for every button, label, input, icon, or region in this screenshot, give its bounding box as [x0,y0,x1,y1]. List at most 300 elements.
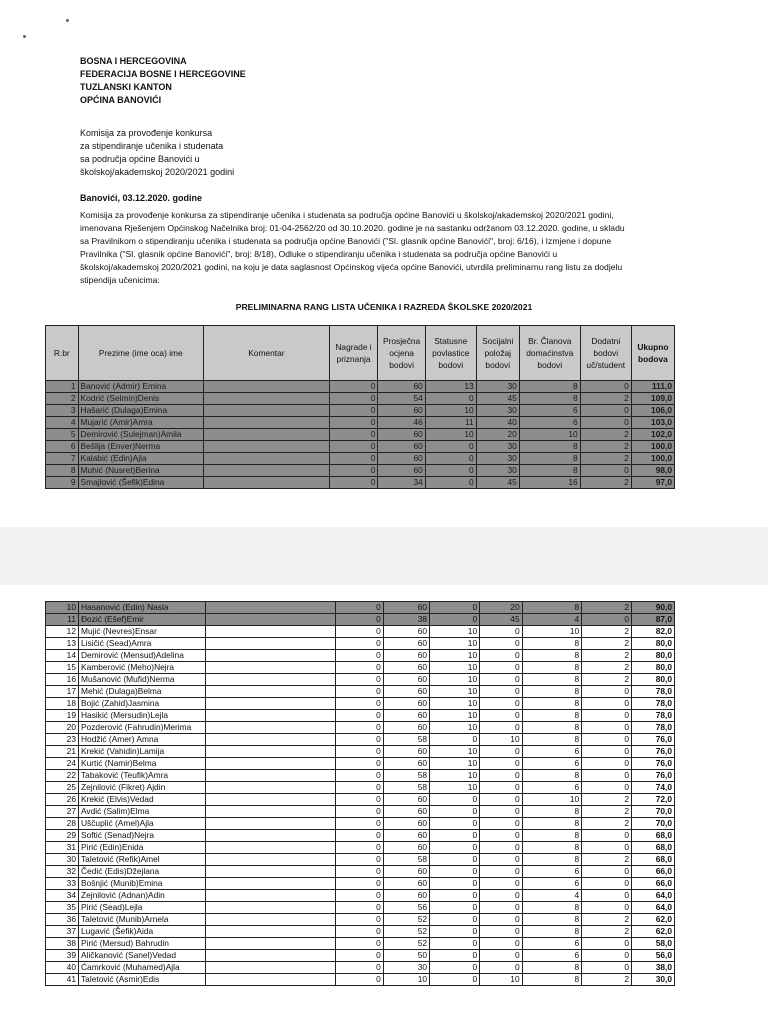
cell-name: Demirović (Sulejman)Amila [78,429,204,441]
cell-awards: 0 [335,626,383,638]
cell-social: 0 [480,626,523,638]
cell-members: 10 [519,429,580,441]
cell-comment [206,758,335,770]
table-row [46,429,675,441]
cell-awards: 0 [329,381,378,393]
cell-awards: 0 [335,746,383,758]
cell-comment [204,405,330,417]
cell-total: 76,0 [632,734,675,746]
cell-rbr: 22 [46,770,79,782]
cell-name: Muhić (Nusret)Berina [78,465,204,477]
table-row [46,710,675,722]
cell-extra: 0 [582,962,632,974]
cell-total: 78,0 [632,698,675,710]
cell-extra: 0 [582,710,632,722]
cell-name: Ćamrković (Muhamed)Ajla [79,962,206,974]
cell-social: 20 [480,602,523,614]
cell-social: 0 [480,818,523,830]
cell-extra: 2 [582,602,632,614]
cell-grade: 60 [383,722,429,734]
cell-members: 6 [519,405,580,417]
cell-social: 0 [480,638,523,650]
cell-total: 97,0 [631,477,674,489]
cell-status: 10 [430,674,480,686]
cell-awards: 0 [335,902,383,914]
cell-rbr: 12 [46,626,79,638]
cell-extra: 2 [582,674,632,686]
cell-comment [206,854,335,866]
col-members-label: Br. Članova domaćinstva bodovi [526,336,574,370]
cell-name: Taletović (Refik)Amel [79,854,206,866]
cell-awards: 0 [335,758,383,770]
cell-rbr: 26 [46,794,79,806]
cell-extra: 2 [580,393,631,405]
cell-awards: 0 [335,854,383,866]
cell-total: 87,0 [632,614,675,626]
cell-grade: 60 [383,746,429,758]
cell-awards: 0 [335,806,383,818]
table-row [46,782,675,794]
cell-total: 80,0 [632,674,675,686]
cell-total: 68,0 [632,830,675,842]
cell-awards: 0 [335,782,383,794]
cell-rbr: 35 [46,902,79,914]
cell-grade: 60 [383,830,429,842]
cell-members: 6 [522,950,582,962]
cell-comment [204,465,330,477]
cell-status: 0 [430,794,480,806]
col-awards-label: Nagrade i priznanja [335,342,372,364]
cell-rbr: 6 [46,441,79,453]
cell-members: 8 [522,710,582,722]
table-row [46,722,675,734]
cell-grade: 10 [383,974,429,986]
cell-extra: 2 [582,662,632,674]
cell-extra: 0 [582,758,632,770]
col-grade-label: Prosječna ocjena bodovi [382,336,421,370]
cell-grade: 58 [383,770,429,782]
cell-rbr: 2 [46,393,79,405]
cell-comment [206,626,335,638]
cell-grade: 54 [378,393,425,405]
cell-awards: 0 [329,453,378,465]
cell-name: Taletović (Asmir)Edis [79,974,206,986]
commission-line: Komisija za provođenje konkursa [80,128,213,138]
cell-comment [206,638,335,650]
cell-extra: 0 [582,722,632,734]
table-row [46,734,675,746]
cell-total: 70,0 [632,818,675,830]
cell-rbr: 20 [46,722,79,734]
cell-comment [204,477,330,489]
cell-social: 20 [476,429,519,441]
cell-status: 0 [425,477,476,489]
cell-grade: 34 [378,477,425,489]
cell-grade: 60 [383,866,429,878]
cell-social: 0 [480,650,523,662]
cell-status: 10 [425,405,476,417]
table-row [46,650,675,662]
cell-comment [204,393,330,405]
cell-comment [206,926,335,938]
cell-name: Krekić (Vahidin)Lamija [79,746,206,758]
cell-name: Bošnjić (Munib)Emina [79,878,206,890]
cell-total: 76,0 [632,758,675,770]
cell-grade: 60 [378,453,425,465]
cell-comment [206,818,335,830]
cell-grade: 60 [383,794,429,806]
cell-social: 0 [480,842,523,854]
col-total-label: Ukupno bodova [637,342,669,364]
cell-social: 0 [480,854,523,866]
table-row [46,746,675,758]
table-row [46,818,675,830]
cell-name: Bešlija (Enver)Nerma [78,441,204,453]
cell-status: 0 [430,926,480,938]
cell-social: 0 [480,902,523,914]
cell-members: 8 [522,806,582,818]
cell-status: 10 [430,722,480,734]
table-row [46,758,675,770]
cell-rbr: 1 [46,381,79,393]
cell-status: 0 [430,950,480,962]
cell-name: Smajlović (Šefik)Edina [78,477,204,489]
cell-total: 76,0 [632,746,675,758]
table-row [46,638,675,650]
cell-social: 0 [480,866,523,878]
cell-status: 0 [430,878,480,890]
table-row [46,477,675,489]
cell-status: 10 [425,429,476,441]
cell-social: 0 [480,878,523,890]
cell-awards: 0 [335,686,383,698]
cell-extra: 2 [582,818,632,830]
cell-name: Bojić (Zahid)Jasmina [79,698,206,710]
cell-comment [204,417,330,429]
cell-awards: 0 [329,393,378,405]
cell-comment [206,686,335,698]
cell-rbr: 37 [46,926,79,938]
cell-name: Pirić (Sead)Lejla [79,902,206,914]
cell-name: Hasanović (Edin) Nasla [79,602,206,614]
cell-extra: 2 [580,477,631,489]
cell-grade: 52 [383,926,429,938]
cell-name: Zejnilović (Fikret) Ajdin [79,782,206,794]
body-line: školskoj/akademskoj 2020/2021 godini, na koju je data saglasnost Općinskog vijeća općine Banovići, utvrdila preliminarnu rang listu za dodjelu [80,262,623,272]
cell-status: 0 [430,842,480,854]
cell-comment [206,698,335,710]
cell-total: 66,0 [632,866,675,878]
cell-comment [206,878,335,890]
cell-status: 0 [425,453,476,465]
cell-social: 0 [480,962,523,974]
cell-status: 10 [430,710,480,722]
cell-members: 8 [522,842,582,854]
cell-name: Avdić (Salim)Elma [79,806,206,818]
col-grade [378,326,425,381]
page-break [0,527,768,585]
cell-awards: 0 [329,465,378,477]
body-line: Komisija za provođenje konkursa za stipendiranje učenika i studenata sa područja općine Banovići u školskoj/akademskoj 2020/2021 godini, [80,210,614,220]
cell-total: 64,0 [632,890,675,902]
cell-extra: 0 [582,842,632,854]
cell-grade: 60 [383,818,429,830]
cell-awards: 0 [335,950,383,962]
cell-members: 4 [522,614,582,626]
col-name: Prezime (ime oca) ime [78,326,204,381]
cell-comment [206,602,335,614]
institution-header [80,55,246,107]
table-header-row [46,326,675,381]
cell-total: 78,0 [632,710,675,722]
date-line: Banovići, 03.12.2020. godine [80,193,203,203]
cell-status: 0 [430,602,480,614]
cell-awards: 0 [335,866,383,878]
cell-members: 8 [522,854,582,866]
cell-social: 30 [476,453,519,465]
col-status-label: Statusne povlastice bodovi [432,336,470,370]
cell-status: 10 [430,782,480,794]
cell-name: Aličkanović (Sanel)Vedad [79,950,206,962]
cell-name: Mehić (Dulaga)Belma [79,686,206,698]
cell-awards: 0 [335,926,383,938]
cell-extra: 0 [582,734,632,746]
cell-name: Hašarić (Dulaga)Emina [78,405,204,417]
cell-comment [206,722,335,734]
cell-extra: 0 [582,614,632,626]
cell-awards: 0 [335,890,383,902]
table-row [46,698,675,710]
cell-name: Taletović (Munib)Arnela [79,914,206,926]
table-body-page2 [46,602,675,986]
cell-extra: 0 [582,950,632,962]
cell-total: 62,0 [632,926,675,938]
cell-extra: 2 [582,794,632,806]
cell-members: 8 [519,393,580,405]
table-row [46,662,675,674]
cell-grade: 30 [383,962,429,974]
cell-extra: 0 [582,698,632,710]
cell-grade: 60 [378,381,425,393]
cell-name: Kamberović (Meho)Nejra [79,662,206,674]
cell-grade: 60 [383,674,429,686]
cell-extra: 0 [582,866,632,878]
cell-rbr: 15 [46,662,79,674]
cell-awards: 0 [335,710,383,722]
cell-total: 90,0 [632,602,675,614]
cell-social: 40 [476,417,519,429]
cell-status: 0 [430,806,480,818]
cell-awards: 0 [335,602,383,614]
cell-awards: 0 [329,441,378,453]
cell-name: Mujarić (Amir)Amra [78,417,204,429]
cell-members: 8 [519,441,580,453]
col-extra-label: Dodatni bodovi uč/student [586,336,626,370]
cell-name: Zejnilović (Adnan)Adin [79,890,206,902]
cell-rbr: 32 [46,866,79,878]
cell-social: 30 [476,441,519,453]
cell-awards: 0 [335,662,383,674]
cell-grade: 50 [383,950,429,962]
cell-social: 0 [480,806,523,818]
cell-members: 8 [519,453,580,465]
cell-awards: 0 [335,650,383,662]
cell-status: 0 [430,818,480,830]
cell-total: 80,0 [632,638,675,650]
cell-rbr: 29 [46,830,79,842]
cell-total: 30,0 [632,974,675,986]
cell-status: 10 [430,662,480,674]
cell-social: 0 [480,926,523,938]
cell-rbr: 34 [46,890,79,902]
cell-name: Đozić (Ešef)Emir [79,614,206,626]
cell-grade: 60 [383,878,429,890]
cell-status: 10 [430,770,480,782]
cell-awards: 0 [335,830,383,842]
cell-members: 8 [522,674,582,686]
table-row [46,854,675,866]
cell-status: 10 [430,626,480,638]
cell-grade: 60 [383,890,429,902]
table-row [46,878,675,890]
cell-status: 0 [430,962,480,974]
cell-total: 102,0 [631,429,674,441]
cell-social: 0 [480,890,523,902]
cell-extra: 2 [580,453,631,465]
cell-status: 10 [430,686,480,698]
cell-comment [206,710,335,722]
cell-grade: 60 [383,806,429,818]
cell-extra: 2 [582,650,632,662]
cell-members: 8 [522,698,582,710]
cell-grade: 52 [383,914,429,926]
cell-status: 0 [430,830,480,842]
cell-comment [206,770,335,782]
cell-status: 10 [430,698,480,710]
cell-comment [206,662,335,674]
cell-total: 56,0 [632,950,675,962]
table-row [46,441,675,453]
cell-comment [206,902,335,914]
cell-rbr: 5 [46,429,79,441]
cell-awards: 0 [335,770,383,782]
cell-members: 4 [522,890,582,902]
cell-members: 8 [522,722,582,734]
cell-rbr: 10 [46,602,79,614]
cell-status: 0 [430,854,480,866]
cell-grade: 58 [383,734,429,746]
table-row [46,393,675,405]
cell-social: 0 [480,662,523,674]
cell-name: Lisičić (Sead)Amra [79,638,206,650]
cell-rbr: 23 [46,734,79,746]
cell-members: 6 [522,878,582,890]
cell-grade: 60 [383,710,429,722]
cell-status: 0 [430,974,480,986]
cell-comment [206,794,335,806]
cell-extra: 2 [582,926,632,938]
table-body-page1 [46,381,675,489]
cell-comment [204,453,330,465]
cell-social: 0 [480,938,523,950]
cell-members: 8 [522,662,582,674]
cell-members: 8 [522,818,582,830]
cell-social: 0 [480,950,523,962]
cell-grade: 56 [383,902,429,914]
cell-awards: 0 [335,794,383,806]
cell-awards: 0 [329,477,378,489]
table-row [46,794,675,806]
cell-comment [206,974,335,986]
cell-comment [206,842,335,854]
cell-rbr: 17 [46,686,79,698]
cell-rbr: 30 [46,854,79,866]
cell-members: 8 [522,686,582,698]
cell-extra: 0 [582,902,632,914]
cell-rbr: 19 [46,710,79,722]
cell-social: 0 [480,758,523,770]
cell-total: 82,0 [632,626,675,638]
cell-social: 30 [476,381,519,393]
table-row [46,962,675,974]
cell-status: 0 [430,734,480,746]
table-row [46,914,675,926]
cell-status: 0 [430,890,480,902]
cell-awards: 0 [335,974,383,986]
table-row [46,830,675,842]
cell-grade: 46 [378,417,425,429]
cell-comment [206,650,335,662]
table-row [46,950,675,962]
cell-extra: 2 [582,626,632,638]
col-total [631,326,674,381]
cell-grade: 60 [383,842,429,854]
body-line: Pravilnika ("Sl. glasnik općine Banovići", broj: 8/18), Odluke o stipendiranju učenika i studenata sa područja općine Banovići u [80,249,558,259]
cell-members: 8 [522,974,582,986]
cell-awards: 0 [335,842,383,854]
table-row [46,806,675,818]
table-row [46,602,675,614]
cell-extra: 0 [580,417,631,429]
cell-total: 58,0 [632,938,675,950]
cell-name: Hodžić (Amer) Amna [79,734,206,746]
cell-status: 0 [425,393,476,405]
cell-members: 8 [522,770,582,782]
cell-grade: 52 [383,938,429,950]
cell-extra: 2 [582,974,632,986]
scan-speck [23,35,26,38]
cell-social: 0 [480,722,523,734]
ranking-table-page1 [45,325,675,489]
cell-extra: 0 [580,405,631,417]
table-row [46,417,675,429]
cell-extra: 0 [582,686,632,698]
cell-name: Kodrić (Selmin)Denis [78,393,204,405]
header-line: TUZLANSKI KANTON [80,82,172,92]
cell-total: 111,0 [631,381,674,393]
cell-rbr: 38 [46,938,79,950]
cell-grade: 58 [383,782,429,794]
cell-members: 8 [522,914,582,926]
cell-comment [206,866,335,878]
cell-rbr: 28 [46,818,79,830]
cell-awards: 0 [335,962,383,974]
cell-members: 8 [519,381,580,393]
cell-grade: 38 [383,614,429,626]
cell-comment [206,674,335,686]
cell-total: 72,0 [632,794,675,806]
cell-name: Mušanović (Mufid)Nerma [79,674,206,686]
